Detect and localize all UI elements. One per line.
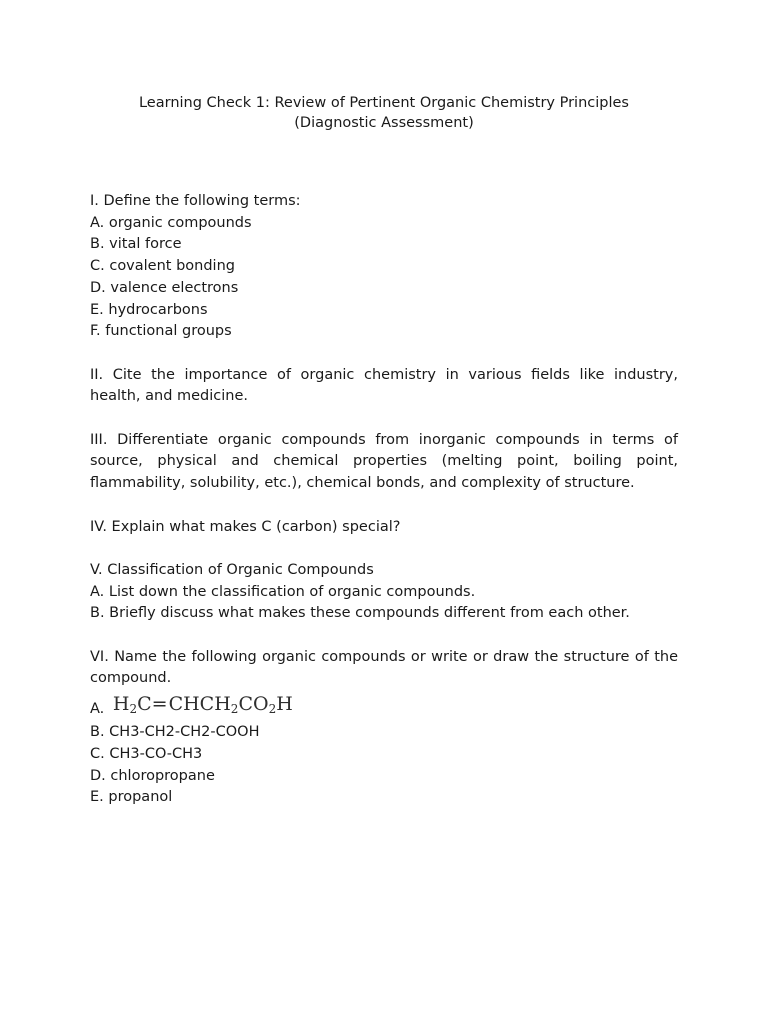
section-3-paragraph: III. Differentiate organic compounds from inorganic compounds in terms of source, physical and chemical properties (melting point, boiling point, flammability, solubility, etc.), chemical bonds, and complexity of structure. bbox=[90, 431, 678, 492]
compound-item: D. chloropropane bbox=[90, 767, 215, 784]
section-1 bbox=[90, 191, 678, 343]
compound-item: B. CH3-CH2-CH2-COOH bbox=[90, 724, 260, 741]
title-line-1: Learning Check 1: Review of Pertinent Organic Chemistry Principles bbox=[138, 95, 629, 111]
document-page bbox=[90, 93, 678, 809]
item-a-label: A. bbox=[90, 701, 105, 718]
term-item: A. organic compounds bbox=[90, 214, 252, 231]
classification-item: A. List down the classification of organic compounds. bbox=[90, 583, 476, 600]
compound-item: E. propanol bbox=[90, 789, 173, 806]
section-4-paragraph: IV. Explain what makes C (carbon) special? bbox=[90, 518, 401, 535]
section-2-paragraph: II. Cite the importance of organic chemistry in various fields like industry, health, and medicine. bbox=[90, 366, 678, 405]
section-1-heading: I. Define the following terms: bbox=[90, 193, 301, 209]
term-item: B. vital force bbox=[90, 236, 182, 253]
section-6 bbox=[90, 647, 678, 809]
document-title bbox=[90, 93, 678, 133]
section-5 bbox=[90, 560, 678, 625]
term-item: E. hydrocarbons bbox=[90, 301, 208, 318]
section-5-heading: V. Classification of Organic Compounds bbox=[90, 561, 374, 578]
term-item: D. valence electrons bbox=[90, 279, 239, 296]
compound-item: C. CH3-CO-CH3 bbox=[90, 745, 203, 762]
compound-item-a bbox=[90, 690, 678, 722]
term-item: C. covalent bonding bbox=[90, 258, 235, 275]
title-line-2: (Diagnostic Assessment) bbox=[294, 115, 474, 131]
term-item: F. functional groups bbox=[90, 323, 232, 340]
classification-item: B. Briefly discuss what makes these compounds different from each other. bbox=[90, 605, 630, 622]
section-6-heading: VI. Name the following organic compounds or write or draw the structure of the compound. bbox=[90, 648, 678, 687]
chemical-formula-image: $H_2C=CHCH_2CO_2H$ bbox=[112, 693, 293, 717]
